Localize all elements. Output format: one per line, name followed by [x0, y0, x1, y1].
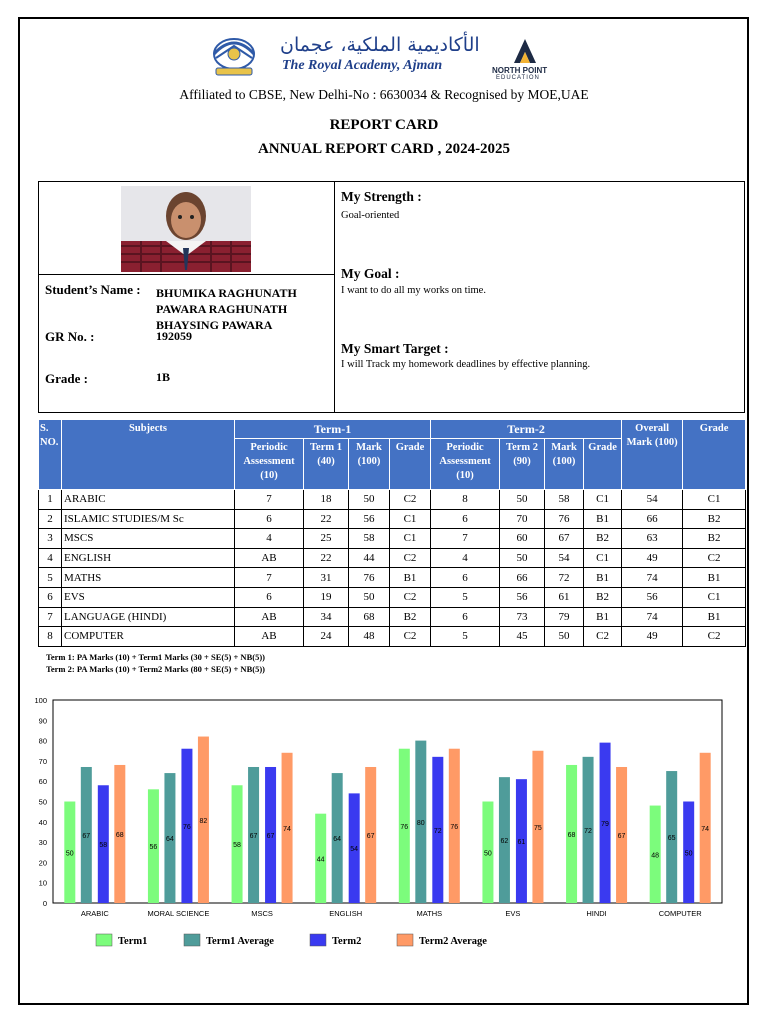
cell-pa2: 6 — [431, 509, 500, 529]
affiliation-text: Affiliated to CBSE, New Delhi-No : 6630034 & Recognised by MOE,UAE — [179, 87, 589, 102]
x-tick-label: ENGLISH — [329, 909, 363, 918]
bar-value-label: 48 — [651, 852, 660, 860]
legend-label: Term1 Average — [206, 936, 274, 947]
smart-target-text: I will Track my homework deadlines by effective planning. — [341, 359, 591, 370]
y-tick-label: 0 — [42, 899, 47, 908]
x-tick-label: MORAL SCIENCE — [147, 909, 210, 918]
bar-value-label: 67 — [266, 832, 275, 840]
student-name: BHUMIKA RAGHUNATH PAWARA RAGHUNATH BHAYSING PAWARA — [156, 286, 297, 332]
cell-t1: 19 — [304, 587, 349, 607]
marks-bar-chart — [30, 692, 740, 952]
y-tick-label: 100 — [34, 696, 47, 705]
bar-value-label: 67 — [249, 832, 258, 840]
table-row — [39, 529, 746, 549]
cell-t1: 25 — [304, 529, 349, 549]
cell-subject: ARABIC — [62, 490, 235, 510]
cell-overall: 49 — [622, 548, 683, 568]
gr-number: 192059 — [156, 329, 192, 343]
cell-overall: 63 — [622, 529, 683, 549]
cell-grade: B2 — [683, 509, 746, 529]
bar-value-label: 68 — [567, 831, 576, 839]
cell-pa1: 4 — [235, 529, 304, 549]
bar-value-label: 72 — [584, 827, 592, 835]
cell-g2: C1 — [584, 490, 622, 510]
cell-m2: 61 — [545, 587, 584, 607]
grade-label: Grade : — [45, 371, 88, 386]
cell-g1: C2 — [390, 587, 431, 607]
strength-text: Goal-oriented — [341, 210, 400, 221]
cell-pa1: 7 — [235, 490, 304, 510]
bar-value-label: 65 — [667, 835, 676, 843]
cell-g2: B1 — [584, 568, 622, 588]
cell-pa2: 5 — [431, 587, 500, 607]
partner-name: NORTH POINT — [492, 66, 548, 75]
y-tick-label: 10 — [38, 878, 47, 888]
cell-grade: C1 — [683, 490, 746, 510]
header-grade-term1: Grade — [390, 439, 431, 490]
cell-t1: 34 — [304, 607, 349, 627]
cell-m1: 44 — [349, 548, 390, 568]
bar-value-label: 50 — [65, 850, 74, 858]
bar-value-label: 61 — [517, 839, 526, 847]
north-point-logo-icon — [490, 36, 560, 66]
bar-value-label: 76 — [183, 823, 191, 831]
x-tick-label: MATHS — [416, 909, 443, 918]
cell-sno: 2 — [39, 509, 62, 529]
y-tick-label: 20 — [38, 858, 47, 868]
bar-value-label: 74 — [283, 825, 291, 833]
cell-sno: 3 — [39, 529, 62, 549]
x-tick-label: COMPUTER — [658, 909, 702, 918]
bar-value-label: 68 — [115, 831, 124, 839]
cell-t1: 22 — [304, 548, 349, 568]
legend-label: Term2 Average — [419, 936, 487, 947]
student-name-label: Student’s Name : — [45, 282, 141, 297]
cell-m2: 54 — [545, 548, 584, 568]
table-row — [39, 587, 746, 607]
cell-t1: 24 — [304, 627, 349, 647]
bar-value-label: 64 — [333, 836, 342, 844]
school-header — [190, 26, 580, 84]
bar-value-label: 62 — [500, 838, 509, 846]
note-term2: Term 2: PA Marks (10) + Term2 Marks (80 + SE(5) + NB(5)) — [46, 664, 265, 674]
smart-target-label: My Smart Target : — [341, 341, 449, 356]
y-tick-label: 50 — [38, 797, 47, 807]
note-term1: Term 1: PA Marks (10) + Term1 Marks (30 + SE(5) + NB(5)) — [46, 652, 265, 662]
cell-m2: 50 — [545, 627, 584, 647]
cell-grade: C2 — [683, 548, 746, 568]
cell-m2: 79 — [545, 607, 584, 627]
bar-value-label: 67 — [617, 832, 626, 840]
bar-value-label: 79 — [601, 820, 609, 828]
cell-sno: 6 — [39, 587, 62, 607]
y-tick-label: 80 — [38, 736, 47, 746]
cell-overall: 56 — [622, 587, 683, 607]
cell-overall: 74 — [622, 568, 683, 588]
student-grade: 1B — [156, 370, 171, 384]
table-row — [39, 627, 746, 647]
cell-g1: C1 — [390, 509, 431, 529]
cell-g1: C2 — [390, 490, 431, 510]
legend-swatch — [310, 934, 326, 946]
cell-g2: B1 — [584, 509, 622, 529]
header-grade: Grade — [683, 420, 746, 490]
cell-g1: C2 — [390, 548, 431, 568]
legend-swatch — [96, 934, 112, 946]
goal-label: My Goal : — [341, 266, 400, 281]
x-tick-label: MSCS — [251, 909, 273, 918]
header-term2-marks: Term 2 (90) — [500, 439, 545, 490]
y-tick-label: 60 — [38, 777, 47, 787]
gr-number-label: GR No. : — [45, 329, 95, 344]
bar-value-label: 50 — [484, 850, 492, 858]
cell-t2: 70 — [500, 509, 545, 529]
header-sno: S. NO. — [39, 420, 62, 490]
cell-t2: 60 — [500, 529, 545, 549]
cell-g2: B2 — [584, 587, 622, 607]
cell-subject: EVS — [62, 587, 235, 607]
student-photo — [121, 186, 251, 272]
bar-value-label: 54 — [350, 846, 359, 854]
cell-g1: C1 — [390, 529, 431, 549]
cell-overall: 54 — [622, 490, 683, 510]
header-mark-term2: Mark (100) — [545, 439, 584, 490]
cell-subject: MATHS — [62, 568, 235, 588]
y-tick-label: 30 — [38, 838, 47, 848]
bar-value-label: 64 — [166, 836, 174, 844]
cell-m1: 68 — [349, 607, 390, 627]
cell-g1: C2 — [390, 627, 431, 647]
cell-g2: B2 — [584, 529, 622, 549]
cell-sno: 7 — [39, 607, 62, 627]
cell-subject: ENGLISH — [62, 548, 235, 568]
table-row — [39, 548, 746, 568]
cell-t2: 66 — [500, 568, 545, 588]
marks-table — [38, 419, 746, 647]
cell-m2: 76 — [545, 509, 584, 529]
cell-sno: 5 — [39, 568, 62, 588]
cell-t2: 73 — [500, 607, 545, 627]
header-overall: Overall Mark (100) — [622, 420, 683, 490]
cell-g2: C1 — [584, 548, 622, 568]
cell-pa2: 7 — [431, 529, 500, 549]
bar-value-label: 67 — [366, 832, 375, 840]
bar-value-label: 75 — [534, 824, 542, 832]
cell-pa1: AB — [235, 627, 304, 647]
cell-grade: C1 — [683, 587, 746, 607]
legend-label: Term2 — [332, 936, 362, 947]
bar-value-label: 58 — [99, 842, 108, 850]
cell-pa2: 6 — [431, 607, 500, 627]
school-english-name: The Royal Academy, Ajman — [282, 58, 443, 73]
bar-value-label: 82 — [199, 817, 208, 825]
cell-overall: 74 — [622, 607, 683, 627]
cell-pa2: 8 — [431, 490, 500, 510]
bar-value-label: 76 — [400, 823, 409, 831]
header-subjects: Subjects — [62, 420, 235, 490]
bar-value-label: 67 — [82, 832, 91, 840]
bar-value-label: 56 — [149, 844, 158, 852]
goal-text: I want to do all my works on time. — [341, 285, 486, 296]
cell-subject: MSCS — [62, 529, 235, 549]
header-term1: Term-1 — [235, 420, 431, 439]
cell-m1: 50 — [349, 490, 390, 510]
cell-t2: 50 — [500, 490, 545, 510]
cell-grade: B1 — [683, 607, 746, 627]
cell-t1: 22 — [304, 509, 349, 529]
bar-value-label: 58 — [233, 842, 241, 850]
cell-overall: 49 — [622, 627, 683, 647]
cell-g1: B1 — [390, 568, 431, 588]
cell-subject: ISLAMIC STUDIES/M Sc — [62, 509, 235, 529]
table-row — [39, 490, 746, 510]
cell-grade: B2 — [683, 529, 746, 549]
school-arabic-name: الأكاديمية الملكية، عجمان — [280, 34, 480, 56]
y-tick-label: 70 — [38, 756, 47, 766]
cell-overall: 66 — [622, 509, 683, 529]
cell-m1: 76 — [349, 568, 390, 588]
cell-sno: 8 — [39, 627, 62, 647]
cell-grade: C2 — [683, 627, 746, 647]
strength-label: My Strength : — [341, 189, 422, 204]
cell-t1: 18 — [304, 490, 349, 510]
cell-m2: 72 — [545, 568, 584, 588]
bar-value-label: 80 — [416, 819, 425, 827]
cell-t2: 45 — [500, 627, 545, 647]
cell-g2: C2 — [584, 627, 622, 647]
table-row — [39, 509, 746, 529]
bar-value-label: 74 — [701, 825, 710, 833]
header-term2: Term-2 — [431, 420, 622, 439]
y-tick-label: 40 — [38, 817, 47, 827]
cell-pa2: 6 — [431, 568, 500, 588]
cell-pa2: 5 — [431, 627, 500, 647]
cell-pa1: 6 — [235, 509, 304, 529]
table-row — [39, 568, 746, 588]
cell-m2: 58 — [545, 490, 584, 510]
legend-swatch — [397, 934, 413, 946]
cell-pa1: 6 — [235, 587, 304, 607]
x-tick-label: HINDI — [586, 909, 607, 918]
header-grade-term2: Grade — [584, 439, 622, 490]
header-pa-term2: Periodic Assessment (10) — [431, 439, 500, 490]
cell-t2: 50 — [500, 548, 545, 568]
cell-subject: LANGUAGE (HINDI) — [62, 607, 235, 627]
header-term1-marks: Term 1 (40) — [304, 439, 349, 490]
report-subtitle: ANNUAL REPORT CARD , 2024-2025 — [257, 141, 511, 157]
bar-value-label: 50 — [684, 850, 693, 858]
bar-value-label: 76 — [450, 823, 459, 831]
cell-subject: COMPUTER — [62, 627, 235, 647]
divider — [334, 182, 335, 412]
header-pa-term1: Periodic Assessment (10) — [235, 439, 304, 490]
cell-pa1: AB — [235, 548, 304, 568]
cell-sno: 1 — [39, 490, 62, 510]
partner-logo — [490, 36, 560, 82]
report-title: REPORT CARD — [329, 117, 439, 133]
school-crest-logo — [202, 36, 266, 78]
cell-t2: 56 — [500, 587, 545, 607]
cell-t1: 31 — [304, 568, 349, 588]
x-tick-label: EVS — [505, 909, 521, 918]
bar-value-label: 44 — [316, 856, 325, 864]
marks-notes — [46, 651, 265, 675]
table-row — [39, 607, 746, 627]
divider — [39, 274, 334, 275]
cell-m1: 56 — [349, 509, 390, 529]
cell-pa2: 4 — [431, 548, 500, 568]
x-tick-label: ARABIC — [80, 909, 109, 918]
cell-g2: B1 — [584, 607, 622, 627]
cell-g1: B2 — [390, 607, 431, 627]
bar-value-label: 72 — [433, 827, 442, 835]
cell-m1: 50 — [349, 587, 390, 607]
student-info-box — [38, 181, 745, 413]
partner-subname: EDUCATION — [496, 75, 540, 81]
cell-m1: 48 — [349, 627, 390, 647]
cell-grade: B1 — [683, 568, 746, 588]
cell-sno: 4 — [39, 548, 62, 568]
legend-label: Term1 — [118, 936, 148, 947]
cell-pa1: 7 — [235, 568, 304, 588]
cell-pa1: AB — [235, 607, 304, 627]
header-mark-term1: Mark (100) — [349, 439, 390, 490]
cell-m2: 67 — [545, 529, 584, 549]
cell-m1: 58 — [349, 529, 390, 549]
legend-swatch — [184, 934, 200, 946]
y-tick-label: 90 — [38, 716, 47, 726]
